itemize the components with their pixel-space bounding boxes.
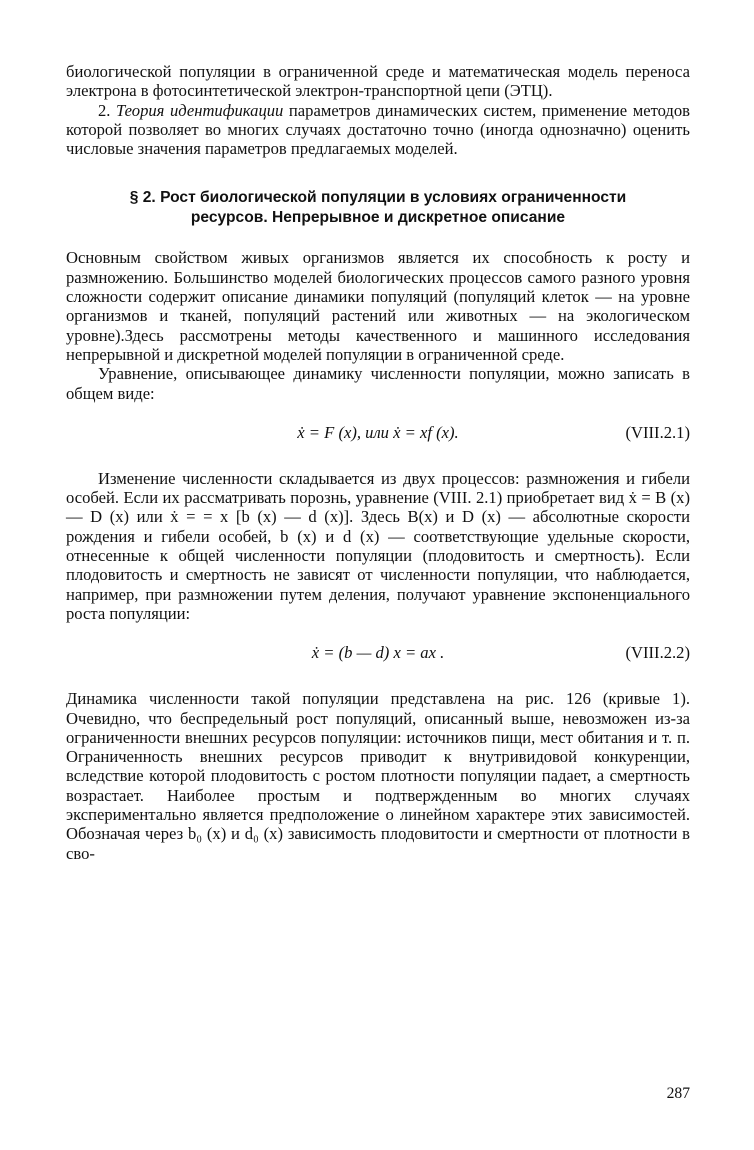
emphasis-term: Теория идентификации [116, 100, 284, 120]
page-number: 287 [666, 1085, 690, 1102]
paragraph-6: Динамика численности такой популяции представлена на рис. 126 (кривые 1). Очевидно, что беспредельный рост популяций, описанный выше, невозможен из-за ограниченности внешних ресурсов популяции: источников пищи, мест обитания и т. п. Ограниченность внешних ресурсов приводит к внутривидовой конкуренции, вследствие которой плодовитость с ростом плотности популяции падает, а смертность возрастает. Наиболее простым и подтвержденным во многих случаях экспериментально является предположение о линейном характере этих зависимостей. Обозначая через b₀ (x) и d₀ (x) зависимость плодовитости и смертности от плотности в сво- [66, 689, 690, 863]
equation-1-formula: ẋ = F (x), или ẋ = xf (x). [297, 422, 459, 442]
paragraph-2-text: параметров динамических систем, применение методов которой позволяет во многих случаях достаточно точно (иногда однозначно) оценить числовые значения параметров предлагаемых моделей. [66, 100, 690, 159]
equation-1 [66, 423, 690, 445]
equation-2-formula: ẋ = (b — d) x = ax . [311, 643, 445, 663]
equation-1-number: (VIII.2.1) [625, 422, 690, 442]
section-heading [66, 188, 690, 228]
section-heading-line-2: ресурсов. Непрерывное и дискретное описание [190, 209, 566, 227]
paragraph-2 [66, 101, 690, 159]
paragraph-1: биологической популяции в ограниченной среде и математическая модель переноса электрона в фотосинтетической электрон-транспортной цепи (ЭТЦ). [66, 62, 690, 101]
equation-2 [66, 643, 690, 665]
page-body [66, 62, 690, 863]
paragraph-3: Основным свойством живых организмов является их способность к росту и размножению. Большинство моделей биологических процессов самого разного уровня сложности содержит описание динамики популяций (популяций клеток — на уровне организмов и тканей, популяций растений или животных — на экологическом уровне).Здесь рассмотрены методы качественного и машинного исследования непрерывной и дискретной моделей популяции в ограниченной среде. [66, 248, 690, 364]
equation-2-number: (VIII.2.2) [625, 643, 690, 663]
section-heading-line-1: § 2. Рост биологической популяции в условиях ограниченности [129, 189, 627, 207]
paragraph-4: Уравнение, описывающее динамику численности популяции, можно записать в общем виде: [66, 364, 690, 403]
list-number: 2. [98, 100, 117, 120]
paragraph-5: Изменение численности складывается из двух процессов: размножения и гибели особей. Если их рассматривать порознь, уравнение (VIII. 2.1) приобретает вид ẋ = B (x) — D (x) или ẋ = = x [b (x) — d (x)]. Здесь B(x) и D (x) — абсолютные скорости рождения и гибели особей, b (x) и d (x) — соответствующие удельные скорости, отнесенные к общей численности популяции (плодовитость и смертность). Если плодовитость и смертность не зависят от численности популяции, что наблюдается, например, при размножении путем деления, получают уравнение экспоненциального роста популяции: [66, 468, 690, 623]
